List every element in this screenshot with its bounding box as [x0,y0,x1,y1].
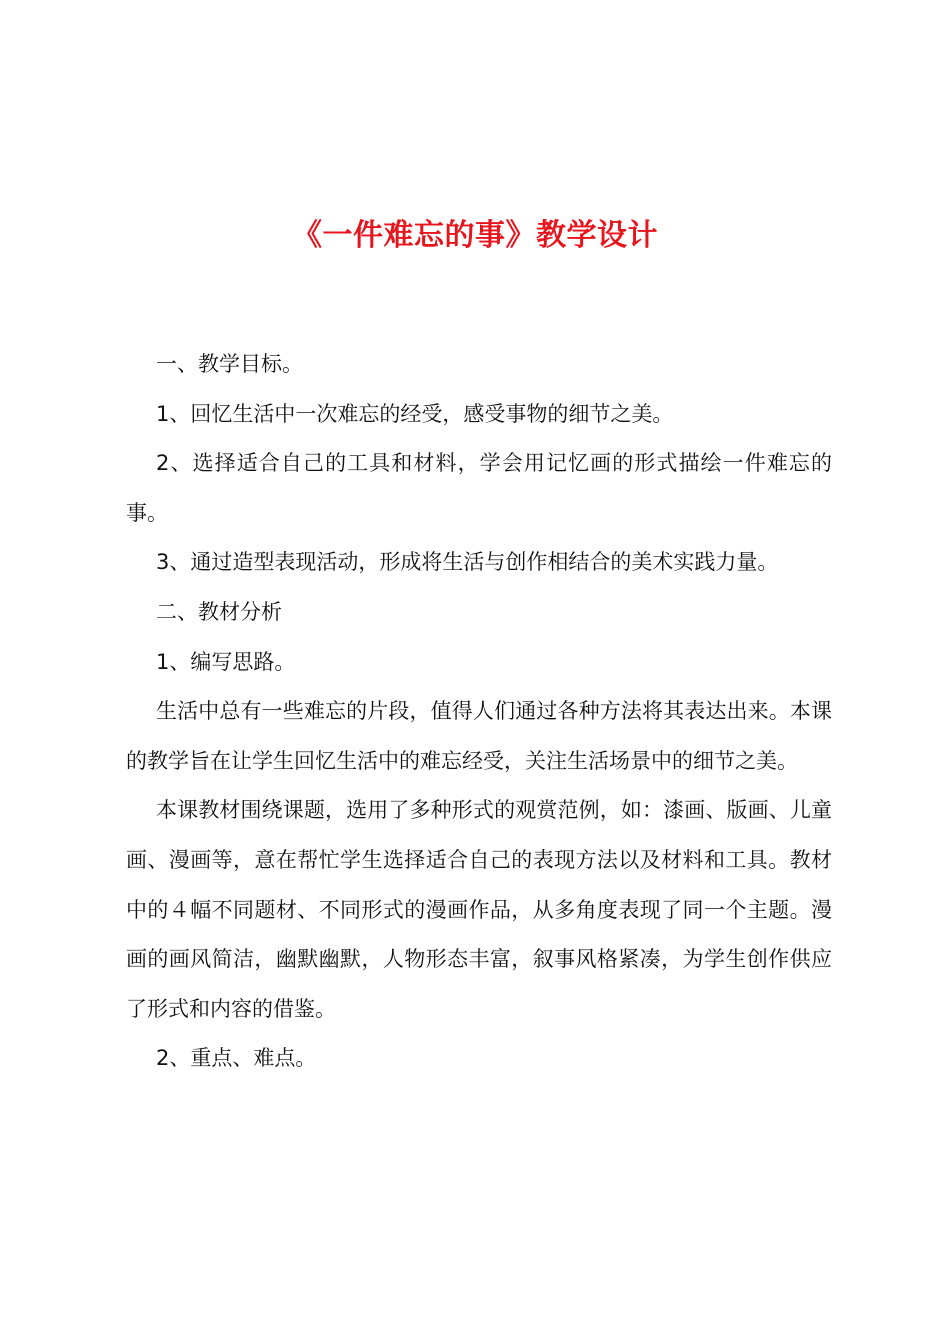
section-heading: 一、教学目标。 [156,352,303,376]
paragraph: 3、通过造型表现活动，形成将生活与创作相结合的美术实践力量。 [156,550,779,575]
paragraph: 生活中总有一些难忘的片段，值得人们通过各种方法将其表达出来。本课的教学旨在让学生回忆生活中的难忘经受，关注生活场景中的细节之美。 [126,699,832,773]
subsection-heading: 2、重点、难点。 [156,1046,317,1071]
subsection-heading: 1、编写思路。 [156,649,296,674]
paragraph: 1、回忆生活中一次难忘的经受，感受事物的细节之美。 [156,401,674,426]
document-title: 《一件难忘的事》教学设计 [292,218,658,253]
document-body [126,340,832,1084]
paragraph: 本课教材围绕课题，选用了多种形式的观赏范例，如：漆画、版画、儿童画、漫画等，意在帮忙学生选择适合自己的表现方法以及材料和工具。教材中的４幅不同题材、不同形式的漫画作品，从多角度表现了同一个主题。漫画的画风简洁，幽默幽默，人物形态丰富，叙事风格紧凑，为学生创作供应了形式和内容的借鉴。 [126,798,832,1021]
section-heading: 二、教材分析 [156,599,282,624]
paragraph: 2、选择适合自己的工具和材料，学会用记忆画的形式描绘一件难忘的事。 [126,451,832,525]
